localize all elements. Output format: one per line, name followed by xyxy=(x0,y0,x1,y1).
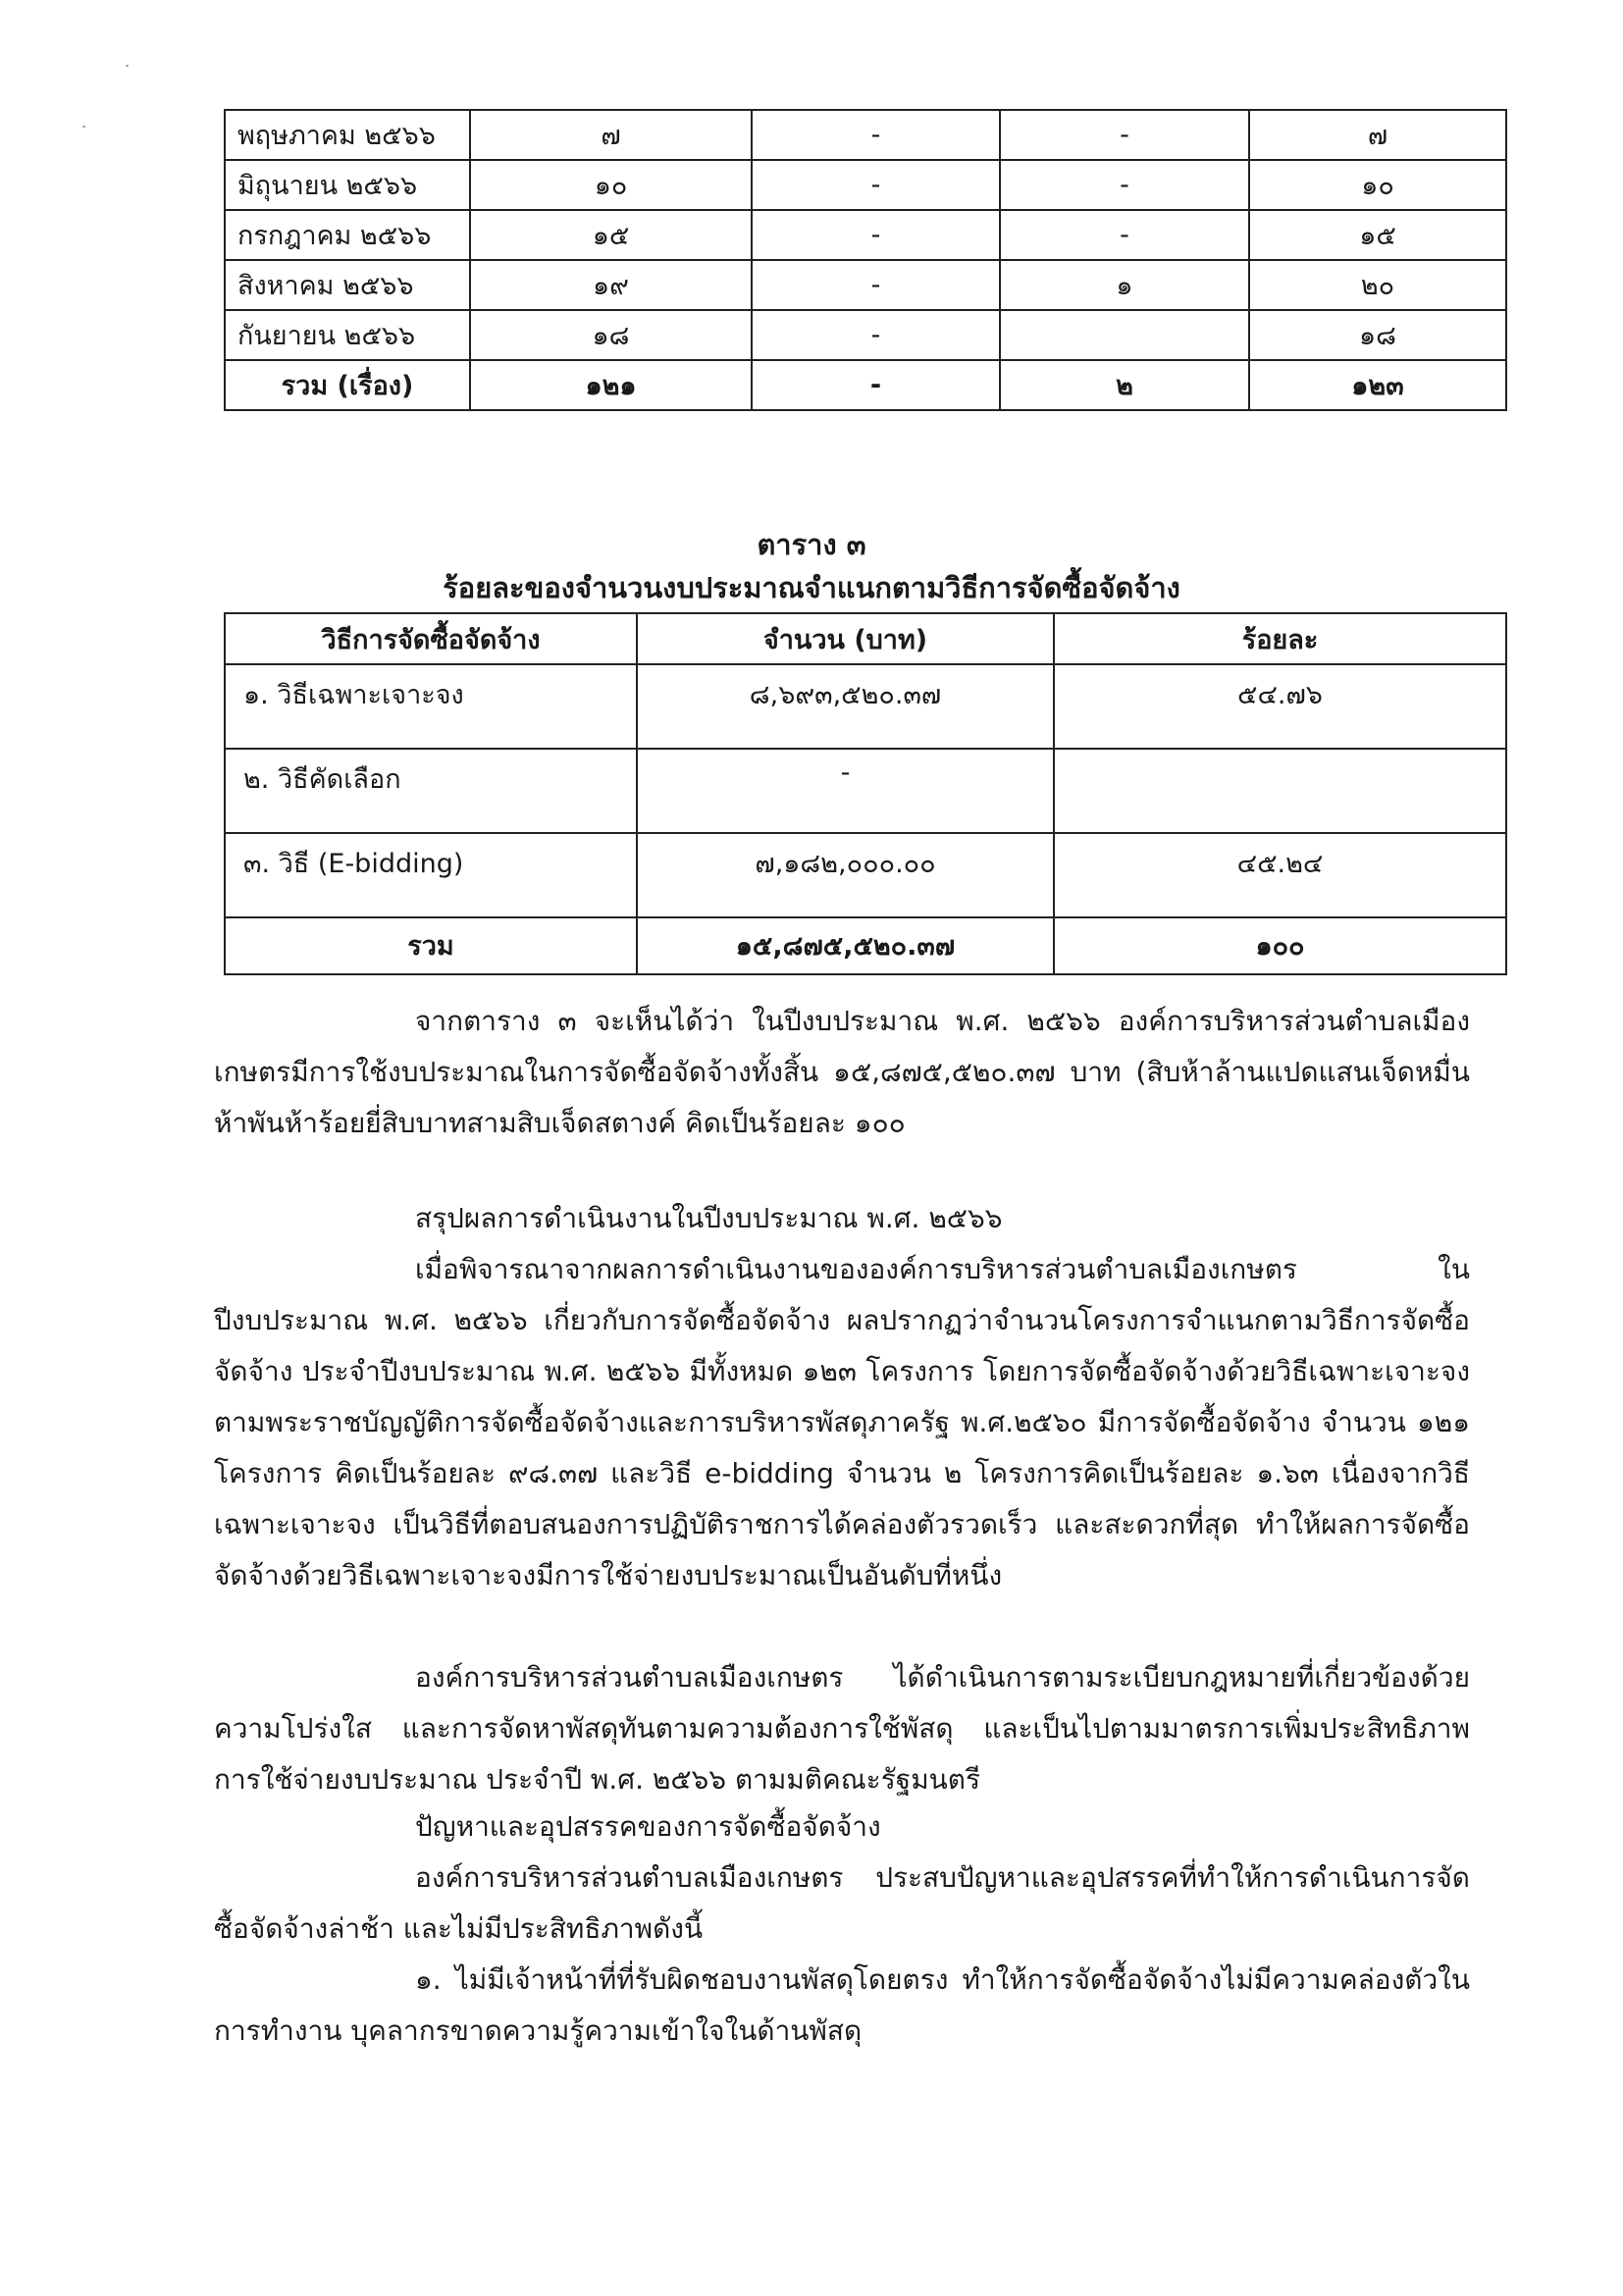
table-row xyxy=(225,260,1506,310)
count-cell: - xyxy=(752,210,1000,260)
count-cell xyxy=(1000,310,1249,360)
paragraph-text: จากตาราง ๓ จะเห็นได้ว่า ในปีงบประมาณ พ.ศ. ๒๕๖๖ องค์การบริหารส่วนตำบลเมืองเกษตรมีการใช้งบประมาณในการจัดซื้อจัดจ้างทั้งสิ้น ๑๕,๘๗๕,๕๒๐.๓๗ บาท (สิบห้าล้านแปดแสนเจ็ดหมื่นห้าพันห้าร้อยยี่สิบบาทสามสิบเจ็ดสตางค์ คิดเป็นร้อยละ ๑๐๐ xyxy=(214,1005,1470,1139)
count-cell: ๑ xyxy=(1000,260,1249,310)
column-header: ร้อยละ xyxy=(1054,613,1506,664)
amount-cell: ๘,๖๙๓,๕๒๐.๓๗ xyxy=(637,664,1054,749)
paragraph-problems-intro xyxy=(214,1852,1470,1955)
method-cell: ๓. วิธี (E-bidding) xyxy=(225,833,637,917)
month-cell: สิงหาคม ๒๕๖๖ xyxy=(225,260,470,310)
row-total-cell: ๒๐ xyxy=(1249,260,1506,310)
method-cell: ๒. วิธีคัดเลือก xyxy=(225,749,637,833)
table-total-row xyxy=(225,917,1506,974)
total-amount-cell: ๑๕,๘๗๕,๕๒๐.๓๗ xyxy=(637,917,1054,974)
total-label: รวม xyxy=(225,917,637,974)
table-row xyxy=(225,110,1506,160)
grand-total-cell: ๑๒๓ xyxy=(1249,360,1506,410)
month-cell: กันยายน ๒๕๖๖ xyxy=(225,310,470,360)
count-cell: ๗ xyxy=(470,110,752,160)
amount-cell: ๗,๑๘๒,๐๐๐.๐๐ xyxy=(637,833,1054,917)
count-cell: - xyxy=(1000,160,1249,210)
row-total-cell: ๑๐ xyxy=(1249,160,1506,210)
percent-cell: ๕๔.๗๖ xyxy=(1054,664,1506,749)
count-cell: - xyxy=(752,310,1000,360)
paragraph-table-3-summary xyxy=(214,996,1470,1149)
table-3-title: ร้อยละของจำนวนงบประมาณจำแนกตามวิธีการจัดซื้อจัดจ้าง xyxy=(443,571,1180,604)
column-header: วิธีการจัดซื้อจัดจ้าง xyxy=(225,613,637,664)
percent-cell: ๔๕.๒๔ xyxy=(1054,833,1506,917)
count-cell: - xyxy=(752,260,1000,310)
paragraph-results xyxy=(214,1244,1470,1601)
paragraph-compliance xyxy=(214,1652,1470,1805)
total-cell: ๒ xyxy=(1000,360,1249,410)
scan-speck xyxy=(82,126,85,128)
total-label: รวม (เรื่อง) xyxy=(225,360,470,410)
table-row xyxy=(225,749,1506,833)
table-3-caption: ตาราง ๓ xyxy=(757,528,866,561)
column-header: จำนวน (บาท) xyxy=(637,613,1054,664)
table-row xyxy=(225,664,1506,749)
summary-heading: สรุปผลการดำเนินงานในปีงบประมาณ พ.ศ. ๒๕๖๖ xyxy=(415,1202,1003,1234)
row-total-cell: ๑๕ xyxy=(1249,210,1506,260)
table-row xyxy=(225,310,1506,360)
count-cell: - xyxy=(1000,110,1249,160)
paragraph-text: องค์การบริหารส่วนตำบลเมืองเกษตร ประสบปัญหาและอุปสรรคที่ทำให้การดำเนินการจัดซื้อจัดจ้างล่าช้า และไม่มีประสิทธิภาพดังนี้ xyxy=(214,1861,1470,1945)
budget-by-method-table xyxy=(224,612,1507,975)
total-cell: - xyxy=(752,360,1000,410)
month-cell: กรกฎาคม ๒๕๖๖ xyxy=(225,210,470,260)
method-cell: ๑. วิธีเฉพาะเจาะจง xyxy=(225,664,637,749)
paragraph-text: ๑. ไม่มีเจ้าหน้าที่ที่รับผิดชอบงานพัสดุโดยตรง ทำให้การจัดซื้อจัดจ้างไม่มีความคล่องตัวในการทำงาน บุคลากรขาดความรู้ความเข้าใจในด้านพัสดุ xyxy=(214,1963,1470,2047)
scan-speck xyxy=(126,65,129,67)
count-cell: - xyxy=(1000,210,1249,260)
table-total-row xyxy=(225,360,1506,410)
table-row xyxy=(225,833,1506,917)
percent-cell xyxy=(1054,749,1506,833)
problems-heading: ปัญหาและอุปสรรคของการจัดซื้อจัดจ้าง xyxy=(415,1810,881,1843)
count-cell: ๑๐ xyxy=(470,160,752,210)
count-cell: ๑๕ xyxy=(470,210,752,260)
month-cell: มิถุนายน ๒๕๖๖ xyxy=(225,160,470,210)
monthly-procurement-count-table xyxy=(224,109,1507,411)
count-cell: ๑๙ xyxy=(470,260,752,310)
count-cell: ๑๘ xyxy=(470,310,752,360)
total-percent-cell: ๑๐๐ xyxy=(1054,917,1506,974)
paragraph-text: องค์การบริหารส่วนตำบลเมืองเกษตร ได้ดำเนินการตามระเบียบกฎหมายที่เกี่ยวข้องด้วยความโปร่งใส และการจัดหาพัสดุทันตามความต้องการใช้พัสดุ และเป็นไปตามมาตรการเพิ่มประสิทธิภาพการใช้จ่ายงบประมาณ ประจำปี พ.ศ. ๒๕๖๖ ตามมติคณะรัฐมนตรี xyxy=(214,1661,1470,1796)
paragraph-problem-1 xyxy=(214,1955,1470,2057)
table-row xyxy=(225,210,1506,260)
paragraph-text: เมื่อพิจารณาจากผลการดำเนินงานขององค์การบริหารส่วนตำบลเมืองเกษตร ในปีงบประมาณ พ.ศ. ๒๕๖๖ เกี่ยวกับการจัดซื้อจัดจ้าง ผลปรากฏว่าจำนวนโครงการจำแนกตามวิธีการจัดซื้อจัดจ้าง ประจำปีงบประมาณ พ.ศ. ๒๕๖๖ มีทั้งหมด ๑๒๓ โครงการ โดยการจัดซื้อจัดจ้างด้วยวิธีเฉพาะเจาะจง ตามพระราชบัญญัติการจัดซื้อจัดจ้างและการบริหารพัสดุภาครัฐ พ.ศ.๒๕๖๐ มีการจัดซื้อจัดจ้าง จำนวน ๑๒๑ โครงการ คิดเป็นร้อยละ ๙๘.๓๗ และวิธี e-bidding จำนวน ๒ โครงการคิดเป็นร้อยละ ๑.๖๓ เนื่องจากวิธีเฉพาะเจาะจง เป็นวิธีที่ตอบสนองการปฏิบัติราชการได้คล่องตัวรวดเร็ว และสะดวกที่สุด ทำให้ผลการจัดซื้อจัดจ้างด้วยวิธีเฉพาะเจาะจงมีการใช้จ่ายงบประมาณเป็นอันดับที่หนึ่ง xyxy=(214,1253,1470,1592)
row-total-cell: ๗ xyxy=(1249,110,1506,160)
count-cell: - xyxy=(752,110,1000,160)
row-total-cell: ๑๘ xyxy=(1249,310,1506,360)
total-cell: ๑๒๑ xyxy=(470,360,752,410)
month-cell: พฤษภาคม ๒๕๖๖ xyxy=(225,110,470,160)
amount-cell: - xyxy=(637,749,1054,833)
count-cell: - xyxy=(752,160,1000,210)
table-row xyxy=(225,160,1506,210)
table-header-row xyxy=(225,613,1506,664)
